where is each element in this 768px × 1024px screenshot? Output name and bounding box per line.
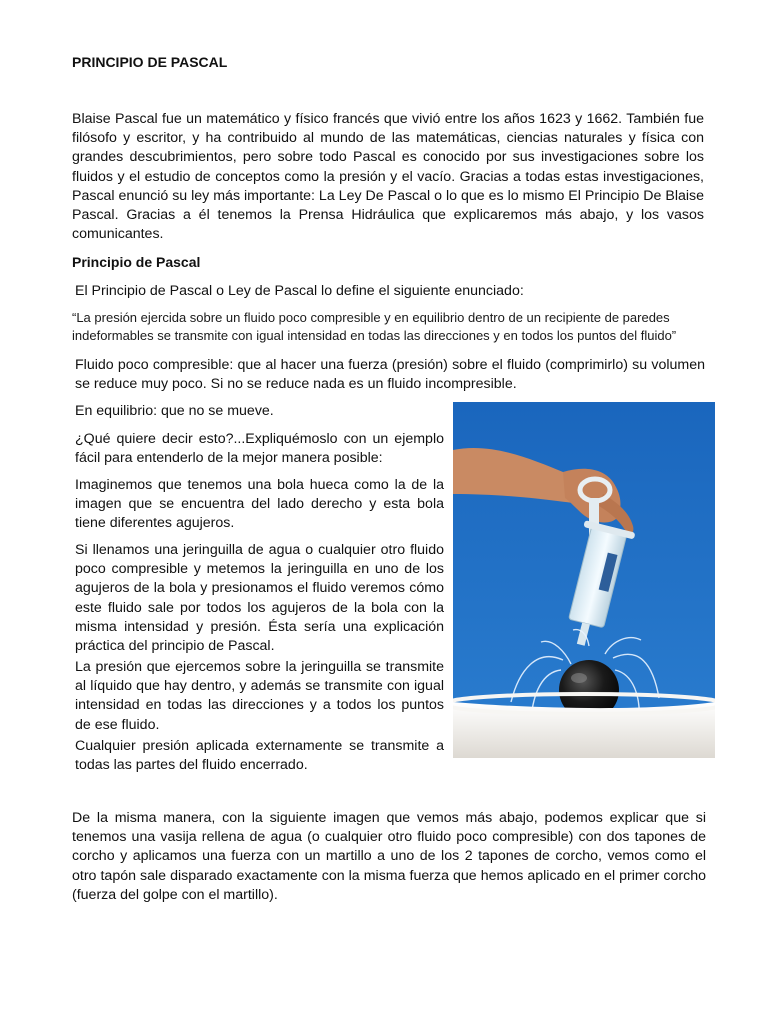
section-heading: Principio de Pascal <box>72 254 201 270</box>
definition-intro: El Principio de Pascal o Ley de Pascal lo define el siguiente enunciado: <box>75 283 524 299</box>
pascal-sphere-photo <box>453 402 715 758</box>
example-intro: ¿Qué quiere decir esto?...Expliquémoslo con un ejemplo fácil para entenderlo de la mejor manera posible: <box>75 431 444 467</box>
equilibrium-definition: En equilibrio: que no se mueve. <box>75 403 274 419</box>
document-title: PRINCIPIO DE PASCAL <box>72 54 228 70</box>
summary-paragraph: Cualquier presión aplicada externamente se transmite a todas las partes del fluido encerrado. <box>75 738 444 774</box>
vessel-paragraph: De la misma manera, con la siguiente imagen que vemos más abajo, podemos explicar que si tenemos una vasija rellena de agua (o cualquier otro fluido poco compresible) con dos tapones de corcho y aplicamos una fuerza con un martillo a uno de los 2 tapones de corcho, vemos como el otro tapón sale disparado exactamente con la misma fuerza que hemos aplicado en el primer corcho (fuerza del golpe con el martillo). <box>72 810 706 903</box>
fluid-definition: Fluido poco compresible: que al hacer una fuerza (presión) sobre el fluido (comprimirlo) su volumen se reduce muy poco. Si no se reduce nada es un fluido incompresible. <box>75 357 705 393</box>
syringe-paragraph: Si llenamos una jeringuilla de agua o cualquier otro fluido poco compresible y metemos la jeringuilla en uno de los agujeros de la bola y presionamos el fluido veremos cómo este fluido sale por todos los agujeros de la bola con la misma intensidad y presión. Ésta sería una explicación práctica del principio de Pascal. <box>75 542 444 655</box>
pressure-paragraph: La presión que ejercemos sobre la jeringuilla se transmite al líquido que hay dentro, y además se transmite con igual intensidad en todas las direcciones y a todos los puntos de ese fluido. <box>75 659 444 733</box>
pascal-principle-quote: “La presión ejercida sobre un fluido poco compresible y en equilibrio dentro de un recipiente de paredes indeformables se transmite con igual intensidad en todas las direcciones y en todos los puntos del fluido” <box>72 310 677 343</box>
intro-paragraph: Blaise Pascal fue un matemático y físico francés que vivió entre los años 1623 y 1662. También fue filósofo y escritor, y ha contribuido al mundo de las matemáticas, ciencias naturales y física con grandes descubrimientos, pero sobre todo Pascal es conocido por sus investigaciones sobre los fluidos y el estudio de conceptos como la presión y el vacío. Gracias a todas estas investigaciones, Pascal enunció su ley más importante: La Ley De Pascal o lo que es lo mismo El Principio De Blaise Pascal. Gracias a él tenemos la Prensa Hidráulica que explicaremos más abajo, y los vasos comunicantes. <box>72 111 704 243</box>
ball-paragraph: Imaginemos que tenemos una bola hueca como la de la imagen que se encuentra del lado derecho y esta bola tiene diferentes agujeros. <box>75 477 444 532</box>
